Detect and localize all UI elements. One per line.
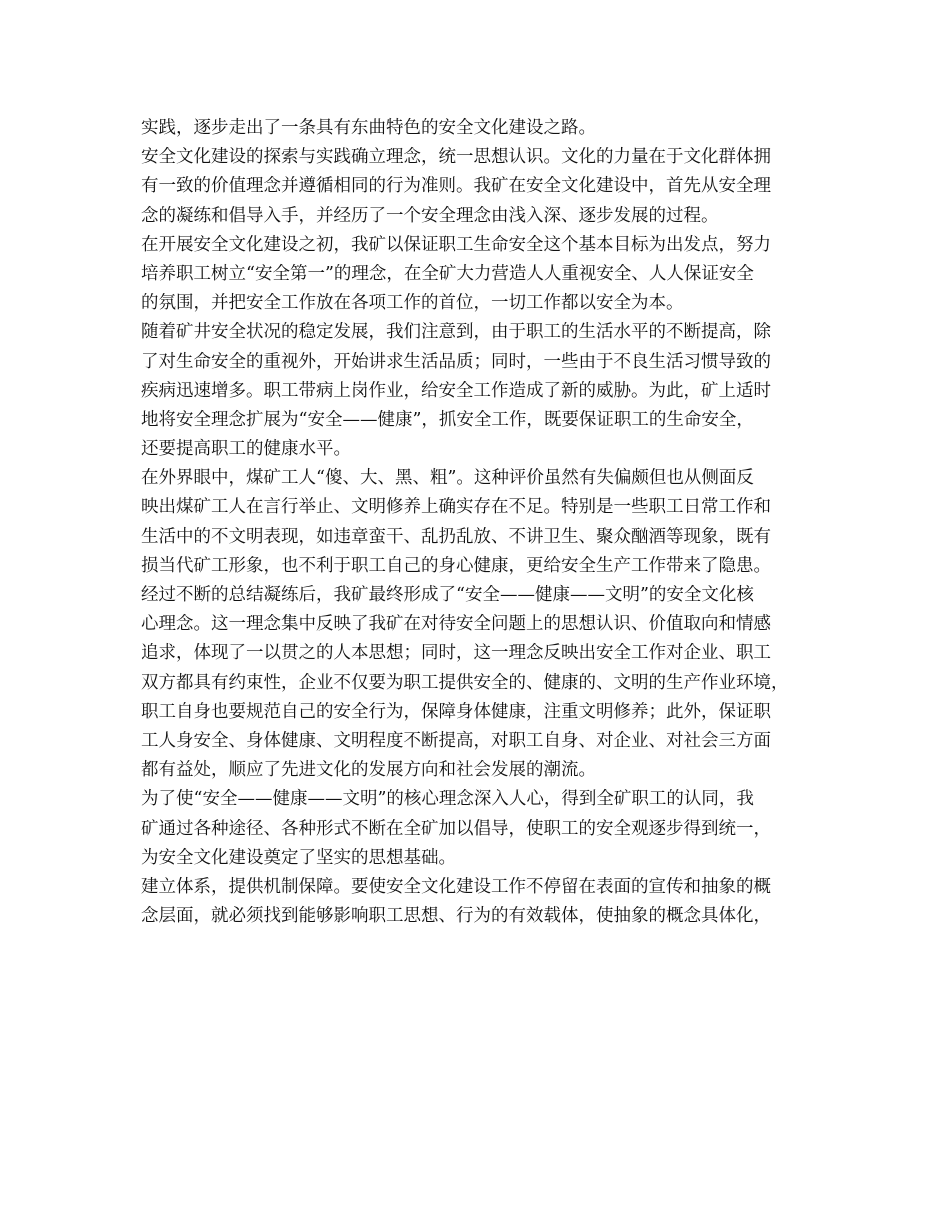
text-line: 念的凝练和倡导入手，并经历了一个安全理念由浅入深、逐步发展的过程。 <box>141 205 719 226</box>
text-line: 疾病迅速增多。职工带病上岗作业，给安全工作造成了新的威胁。为此，矿上适时 <box>141 380 771 401</box>
text-line: 培养职工树立“安全第一”的理念，在全矿大力营造人人重视安全、人人保证安全 <box>141 263 754 284</box>
text-line: 随着矿井安全状况的稳定发展，我们注意到，由于职工的生活水平的不断提高，除 <box>141 322 771 343</box>
text-line: 有一致的价值理念并遵循相同的行为准则。我矿在安全文化建设中，首先从安全理 <box>141 176 771 197</box>
document-body <box>141 114 831 931</box>
text-line: 工人身安全、身体健康、文明程度不断提高，对职工自身、对企业、对社会三方面 <box>141 730 771 751</box>
text-line: 经过不断的总结凝练后，我矿最终形成了“安全——健康——文明”的安全文化核 <box>141 585 754 605</box>
text-line: 为安全文化建设奠定了坚实的思想基础。 <box>141 847 456 868</box>
text-line: 建立体系，提供机制保障。要使安全文化建设工作不停留在表面的宣传和抽象的概 <box>141 876 771 897</box>
text-line: 安全文化建设的探索与实践确立理念，统一思想认识。文化的力量在于文化群体拥 <box>141 147 771 168</box>
text-line: 损当代矿工形象，也不利于职工自己的身心健康，更给安全生产工作带来了隐患。 <box>141 555 771 576</box>
text-line: 还要提高职工的健康水平。 <box>141 439 351 460</box>
text-line: 地将安全理念扩展为“安全——健康”，抓安全工作，既要保证职工的生命安全， <box>141 409 754 430</box>
text-line: 了对生命安全的重视外，开始讲求生活品质；同时，一些由于不良生活习惯导致的 <box>141 351 771 372</box>
text-line: 在开展安全文化建设之初，我矿以保证职工生命安全这个基本目标为出发点，努力 <box>141 234 771 255</box>
text-line: 双方都具有约束性，企业不仅要为职工提供安全的、健康的、文明的生产作业环境， <box>141 672 789 693</box>
text-line: 的氛围，并把安全工作放在各项工作的首位，一切工作都以安全为本。 <box>141 293 684 314</box>
text-line: 都有益处，顺应了先进文化的发展方向和社会发展的潮流。 <box>141 760 596 781</box>
text-line: 在外界眼中，煤矿工人“傻、大、黑、粗”。这种评价虽然有失偏颇但也从侧面反 <box>141 468 754 489</box>
text-line: 矿通过各种途径、各种形式不断在全矿加以倡导，使职工的安全观逐步得到统一， <box>141 818 771 839</box>
text-line: 映出煤矿工人在言行举止、文明修养上确实存在不足。特别是一些职工日常工作和 <box>141 497 771 518</box>
text-line: 实践，逐步走出了一条具有东曲特色的安全文化建设之路。 <box>141 118 596 138</box>
text-line: 心理念。这一理念集中反映了我矿在对待安全问题上的思想认识、价值取向和情感 <box>141 614 771 635</box>
text-line: 为了使“安全——健康——文明”的核心理念深入人心，得到全矿职工的认同，我 <box>141 789 754 810</box>
text-line: 生活中的不文明表现，如违章蛮干、乱扔乱放、不讲卫生、聚众酗酒等现象，既有 <box>141 526 771 547</box>
text-line: 念层面，就必须找到能够影响职工思想、行为的有效载体，使抽象的概念具体化， <box>141 906 771 927</box>
text-line: 职工自身也要规范自己的安全行为，保障身体健康，注重文明修养；此外，保证职 <box>141 701 771 722</box>
text-line: 追求，体现了一以贯之的人本思想；同时，这一理念反映出安全工作对企业、职工 <box>141 643 771 664</box>
